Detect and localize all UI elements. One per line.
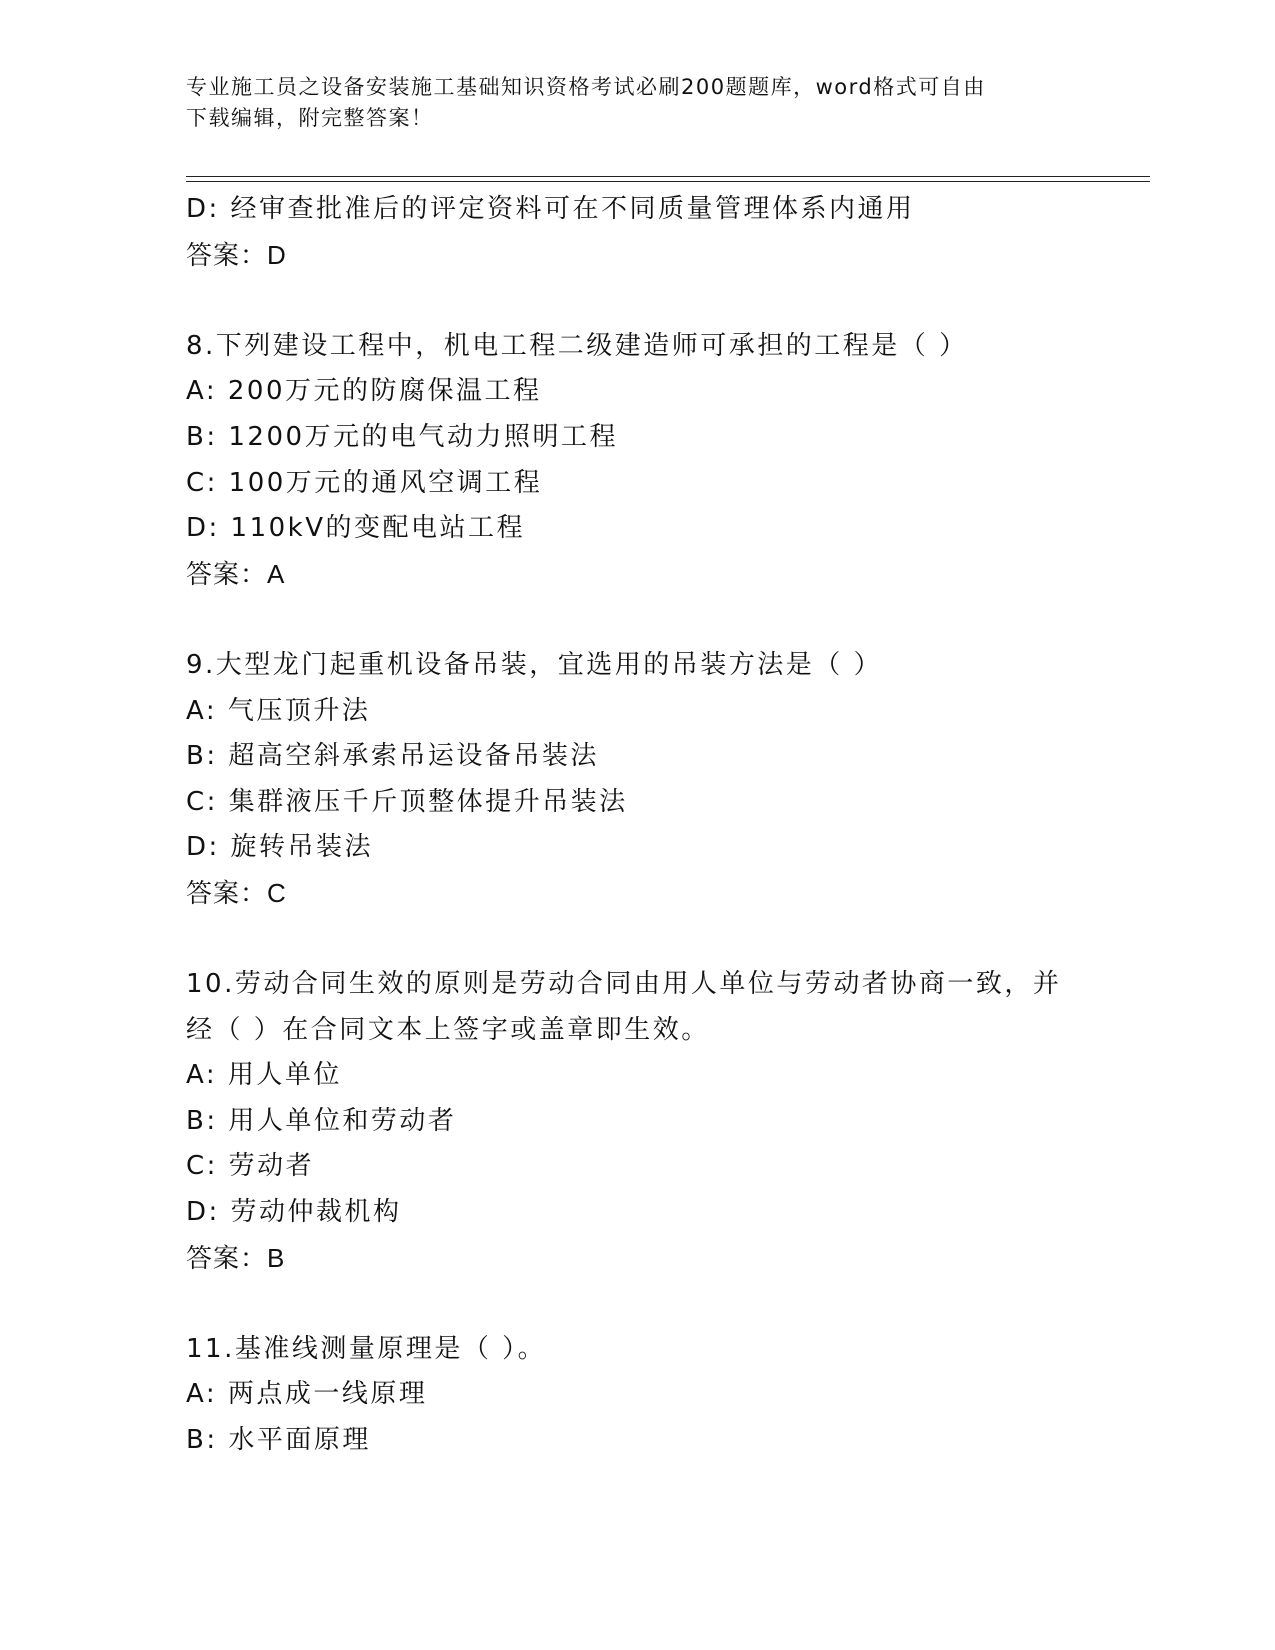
option-d: D: 110kV的变配电站工程 bbox=[186, 513, 526, 544]
prev-answer: 答案：D bbox=[186, 239, 287, 270]
header-divider-top bbox=[186, 176, 1150, 177]
question-stem: 11.基准线测量原理是（ ）。 bbox=[186, 1333, 547, 1364]
option-c: C: 100万元的通风空调工程 bbox=[186, 467, 543, 498]
question-stem: 9.大型龙门起重机设备吊装，宜选用的吊装方法是（ ） bbox=[186, 649, 883, 680]
prev-option-d: D: 经审查批准后的评定资料可在不同质量管理体系内通用 bbox=[186, 194, 915, 224]
question-list bbox=[186, 187, 1086, 1464]
question-9 bbox=[186, 643, 1086, 917]
option-a: A: 两点成一线原理 bbox=[186, 1379, 428, 1410]
option-b: B: 超高空斜承索吊运设备吊装法 bbox=[186, 741, 599, 772]
document-header bbox=[186, 72, 1086, 134]
option-a: A: 200万元的防腐保温工程 bbox=[186, 376, 542, 407]
question-10 bbox=[186, 962, 1086, 1281]
question-stem-line-1: 10.劳动合同生效的原则是劳动合同由用人单位与劳动者协商一致，并 bbox=[186, 969, 1062, 1000]
option-a: A: 用人单位 bbox=[186, 1060, 342, 1091]
header-divider-bottom bbox=[186, 181, 1150, 182]
option-a: A: 气压顶升法 bbox=[186, 695, 371, 726]
header-line-2: 下载编辑，附完整答案！ bbox=[186, 106, 434, 130]
option-c: C: 劳动者 bbox=[186, 1151, 315, 1182]
answer: 答案：A bbox=[186, 558, 286, 589]
header-line-1: 专业施工员之设备安装施工基础知识资格考试必刷200题题库，word格式可自由 bbox=[186, 75, 986, 99]
answer: 答案：C bbox=[186, 877, 287, 908]
answer: 答案：B bbox=[186, 1242, 286, 1273]
option-d: D: 劳动仲裁机构 bbox=[186, 1197, 402, 1228]
option-c: C: 集群液压千斤顶整体提升吊装法 bbox=[186, 786, 628, 817]
option-b: B: 1200万元的电气动力照明工程 bbox=[186, 421, 619, 452]
option-b: B: 用人单位和劳动者 bbox=[186, 1105, 457, 1136]
option-d: D: 旋转吊装法 bbox=[186, 832, 374, 863]
question-stem-line-2: 经（ ）在合同文本上签字或盖章即生效。 bbox=[186, 1014, 710, 1045]
option-b: B: 水平面原理 bbox=[186, 1425, 371, 1456]
question-8 bbox=[186, 324, 1086, 598]
question-stem: 8.下列建设工程中，机电工程二级建造师可承担的工程是（ ） bbox=[186, 330, 968, 361]
question-11 bbox=[186, 1327, 1086, 1464]
